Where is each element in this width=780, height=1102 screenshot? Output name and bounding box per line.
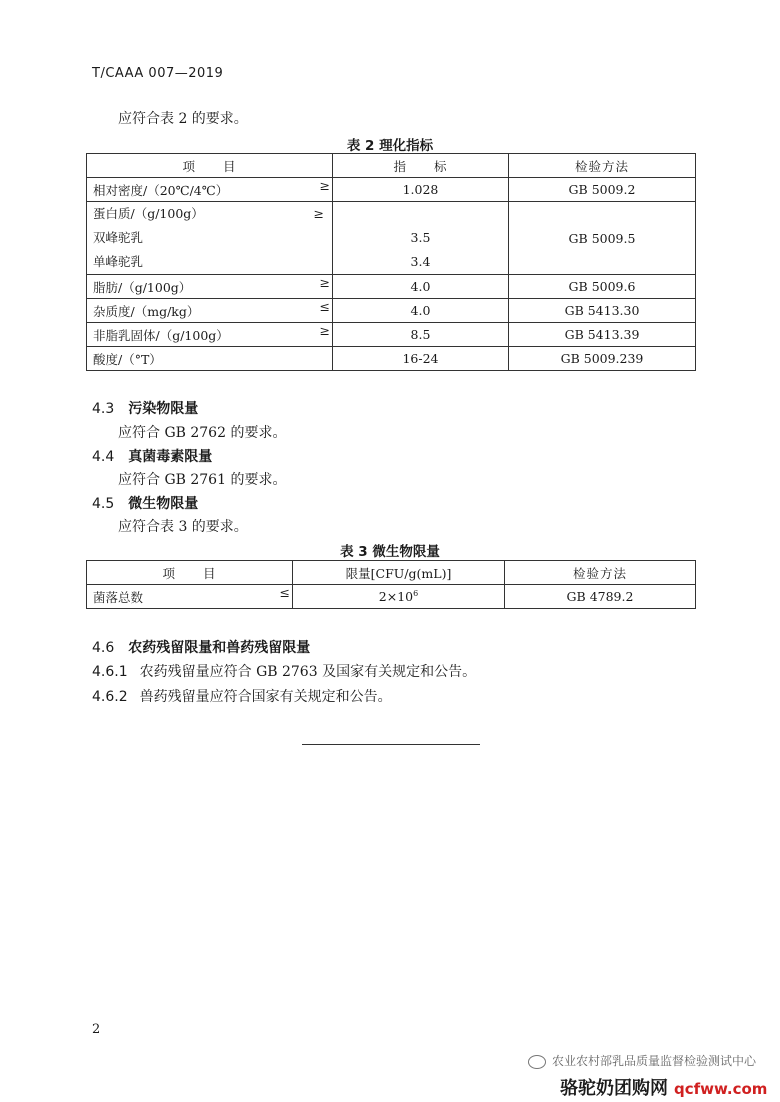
section-4-4-heading: [92, 446, 212, 466]
section-4-5-heading: [92, 493, 198, 513]
row-method: GB 5413.39: [509, 323, 696, 347]
document-code: T/CAAA 007—2019: [92, 66, 224, 81]
table3-header-method: 检验方法: [505, 561, 696, 585]
row-value: 8.5: [333, 323, 509, 347]
site-domain: qcfww.com: [674, 1080, 768, 1098]
item-number: 4.6.1: [92, 664, 128, 680]
row-item: 相对密度/（20℃/4℃）: [93, 182, 229, 198]
section-number: 4.3: [92, 401, 115, 417]
row-value: [293, 585, 505, 609]
section-4-6-heading: [92, 637, 310, 657]
row-item: 菌落总数: [93, 589, 144, 605]
row-symbol: ≥: [319, 275, 330, 290]
section-title: 微生物限量: [128, 496, 199, 512]
section-4-3-heading: [92, 398, 198, 418]
row-symbol: ≥: [313, 206, 324, 221]
section-title: 污染物限量: [128, 401, 199, 417]
row-method: GB 5009.6: [509, 275, 696, 299]
row-value: 4.0: [333, 275, 509, 299]
row-item: 非脂乳固体/（g/100g）: [93, 327, 229, 343]
watermark-text: 农业农村部乳品质量监督检验测试中心: [552, 1054, 757, 1068]
table3-caption: 表 3 微生物限量: [340, 544, 440, 560]
row-symbol: ≤: [279, 585, 290, 600]
wechat-icon: [528, 1055, 546, 1069]
row-symbol: ≥: [319, 178, 330, 193]
row-item: 脂肪/（g/100g）: [93, 279, 192, 295]
table2: [86, 153, 696, 371]
row-item: 杂质度/（mg/kg）: [93, 303, 200, 319]
section-number: 4.6: [92, 640, 115, 656]
item-number: 4.6.2: [92, 689, 128, 705]
row-subitem: 单峰驼乳: [93, 254, 144, 269]
section-number: 4.4: [92, 449, 115, 465]
section-title: 农药残留限量和兽药残留限量: [128, 640, 311, 656]
section-number: 4.5: [92, 496, 115, 512]
row-method: GB 5413.30: [509, 299, 696, 323]
page-number: 2: [92, 1022, 101, 1037]
row-subitem: 双峰驼乳: [93, 230, 144, 245]
value-base: 2×10: [378, 589, 414, 605]
site-brand: [560, 1074, 767, 1100]
table3-header-limit: 限量[CFU/g(mL)]: [293, 561, 505, 585]
table-row: [87, 347, 696, 371]
row-symbol: ≤: [319, 299, 330, 314]
table-row: [87, 178, 696, 202]
row-value: 3.5: [410, 230, 431, 245]
table3: [86, 560, 696, 609]
item-text: 农药残留量应符合 GB 2763 及国家有关规定和公告。: [139, 664, 477, 680]
row-value: 16-24: [333, 347, 509, 371]
table2-header-value: 指 标: [333, 154, 509, 178]
row-method: GB 5009.2: [509, 178, 696, 202]
row-item: 蛋白质/（g/100g）: [93, 206, 204, 221]
table-row: [87, 202, 696, 275]
row-item: 酸度/（°T）: [93, 351, 162, 367]
row-value: 3.4: [410, 254, 431, 269]
row-value: 1.028: [333, 178, 509, 202]
table2-header-row: [87, 154, 696, 178]
table2-header-method: 检验方法: [509, 154, 696, 178]
row-value: 4.0: [333, 299, 509, 323]
table3-header-row: [87, 561, 696, 585]
row-method: GB 4789.2: [505, 585, 696, 609]
intro-text: 应符合表 2 的要求。: [118, 111, 248, 127]
section-4-5-body: 应符合表 3 的要求。: [118, 519, 248, 535]
section-4-6-2: [92, 686, 392, 706]
watermark: [528, 1052, 756, 1069]
table2-caption: 表 2 理化指标: [346, 138, 434, 154]
site-name: 骆驼奶团购网: [560, 1078, 668, 1099]
item-text: 兽药残留量应符合国家有关规定和公告。: [139, 689, 392, 705]
section-title: 真菌毒素限量: [128, 449, 213, 465]
section-4-6-1: [92, 661, 476, 681]
table2-header-item: 项 目: [87, 154, 333, 178]
table-row: [87, 275, 696, 299]
row-method: GB 5009.5: [509, 202, 696, 275]
value-exponent: 6: [413, 588, 419, 598]
row-symbol: ≥: [319, 323, 330, 338]
table3-header-item: 项 目: [87, 561, 293, 585]
section-4-3-body: 应符合 GB 2762 的要求。: [118, 425, 287, 441]
row-method: GB 5009.239: [509, 347, 696, 371]
table-row: [87, 323, 696, 347]
end-rule: [302, 744, 480, 745]
table-row: [87, 299, 696, 323]
section-4-4-body: 应符合 GB 2761 的要求。: [118, 472, 287, 488]
table-row: [87, 585, 696, 609]
